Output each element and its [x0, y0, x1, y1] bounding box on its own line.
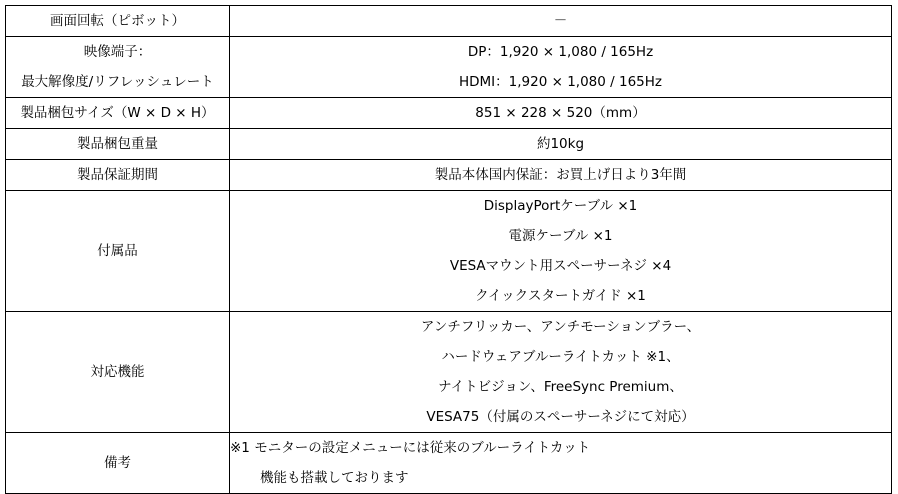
row-value-text: DisplayPortケーブル ×1	[483, 198, 638, 214]
row-value-text: VESA75（付属のスペーサーネジにて対応）	[426, 409, 695, 425]
table-row	[6, 129, 892, 160]
row-label-notes	[6, 433, 230, 494]
row-label-pivot	[6, 6, 230, 37]
row-label-package-size	[6, 98, 230, 129]
table-row	[6, 6, 892, 37]
row-value-text: 851 × 228 × 520（mm）	[475, 105, 646, 121]
row-value-text: －	[553, 13, 568, 29]
row-value-text: アンチフリッカー、アンチモーションブラー、	[420, 319, 701, 335]
row-label-features	[6, 312, 230, 433]
row-label-text: 製品梱包サイズ（W × D × H）	[20, 105, 215, 121]
row-label-text: 付属品	[97, 243, 138, 259]
table-row	[6, 191, 892, 312]
row-value-text: 電源ケーブル ×1	[508, 228, 613, 244]
row-value-accessories	[230, 191, 892, 312]
table-row	[6, 312, 892, 433]
row-value-text: HDMI：1,920 × 1,080 / 165Hz	[458, 74, 662, 90]
table-row	[6, 433, 892, 494]
row-value-text: ハードウェアブルーライトカット ※1、	[441, 349, 680, 365]
row-label-package-weight	[6, 129, 230, 160]
row-value-text: ナイトビジョン、FreeSync Premium、	[438, 379, 683, 395]
row-value-warranty	[230, 160, 892, 191]
row-label-text: 製品保証期間	[77, 167, 158, 183]
row-value-text: 製品本体国内保証：お買上げ日より3年間	[434, 167, 687, 183]
row-label-text: 対応機能	[90, 364, 145, 380]
row-value-text: ※1 モニターの設定メニューには従来のブルーライトカット	[230, 440, 591, 456]
row-value-video-input	[230, 37, 892, 98]
row-label-accessories	[6, 191, 230, 312]
row-label-text: 製品梱包重量	[77, 136, 158, 152]
spec-table	[5, 5, 892, 494]
row-value-text: DP：1,920 × 1,080 / 165Hz	[467, 44, 654, 60]
row-label-video-input	[6, 37, 230, 98]
row-label-text: 備考	[104, 455, 131, 471]
row-value-notes	[230, 433, 892, 494]
row-value-text: 約10kg	[536, 136, 585, 152]
row-value-text: クイックスタートガイド ×1	[475, 288, 646, 304]
table-row	[6, 160, 892, 191]
row-label-text: 最大解像度/リフレッシュレート	[21, 74, 214, 90]
row-label-text: 画面回転（ピボット）	[50, 13, 185, 29]
row-value-features	[230, 312, 892, 433]
table-row	[6, 98, 892, 129]
table-row	[6, 37, 892, 98]
row-value-text: 機能も搭載しております	[260, 470, 409, 486]
row-value-package-size	[230, 98, 892, 129]
row-label-text: 映像端子：	[83, 44, 152, 60]
row-value-package-weight	[230, 129, 892, 160]
row-value-pivot	[230, 6, 892, 37]
row-label-warranty	[6, 160, 230, 191]
row-value-text: VESAマウント用スペーサーネジ ×4	[449, 258, 672, 274]
